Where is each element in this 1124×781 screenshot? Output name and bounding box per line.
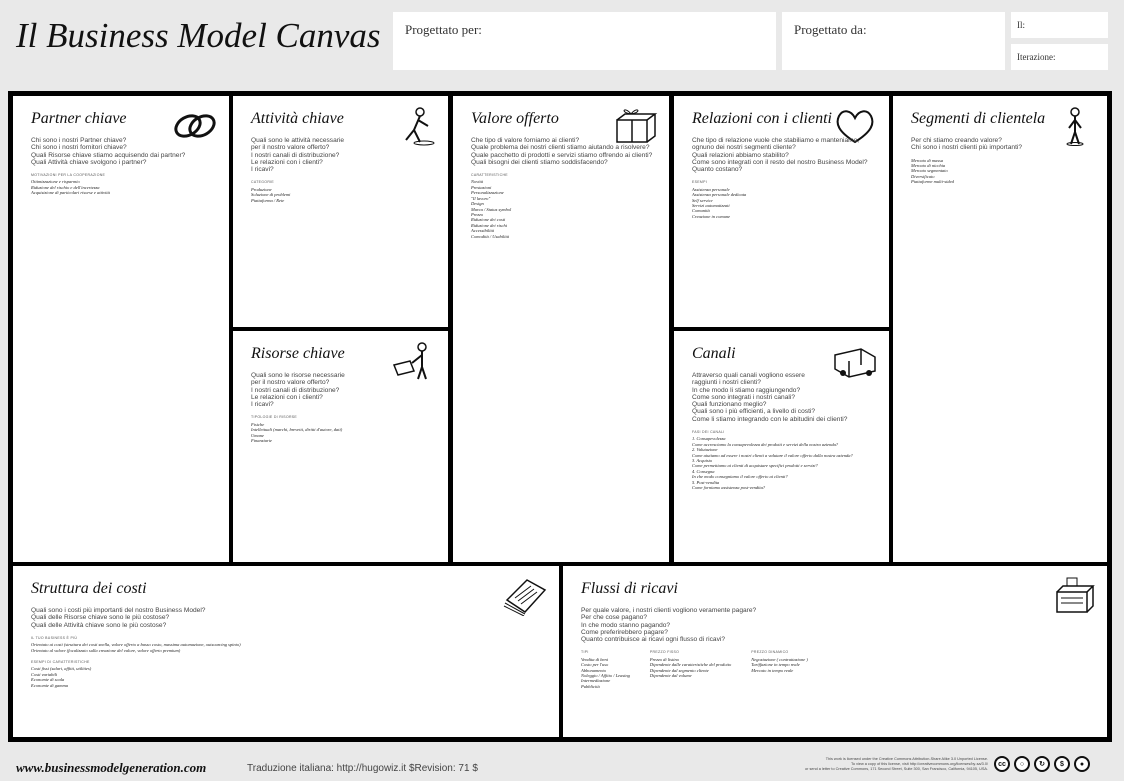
question: Quali sono i costi più importanti del nostro Business Model? — [31, 607, 206, 614]
subheading: CATEGORIE — [251, 180, 275, 185]
person-working-icon — [390, 106, 438, 146]
question: I nostri canali di distribuzione? — [251, 151, 340, 159]
list-item: Produzione — [251, 186, 272, 192]
list-item: Come forniamo assistenza post-vendita? — [692, 485, 766, 491]
delivery-truck-icon — [831, 341, 879, 381]
list-item: Servizi automatizzati — [692, 203, 730, 208]
subheading: PREZZO DINAMICO — [751, 650, 789, 655]
list-item: Acquisizione di particolari risorse e attività — [31, 190, 110, 196]
block-title: Flussi di ricavi — [581, 580, 678, 597]
question: In che modo li stiamo raggiungendo? — [692, 386, 801, 394]
designed-for-field[interactable] — [393, 12, 776, 70]
list-item: Riduzione dei rischi — [471, 222, 507, 228]
list-item: Economie di gamma — [31, 682, 68, 688]
list-item: Diversificato — [911, 173, 935, 179]
list-item: Creazione in comune — [692, 213, 731, 219]
list-item: Soluzione di problemi — [251, 192, 291, 198]
list-item: Riduzione del rischio e dell'incertezza — [31, 184, 100, 190]
list-item: In che modo consegniamo il valore offerto ai clienti? — [692, 474, 788, 480]
question: Quale pacchetto di prodotti e servizi stiamo offrendo ai clienti? — [471, 151, 653, 159]
question: Quali funzionano meglio? — [692, 401, 767, 409]
list-item: Costi fissi (salari, affitti, utilities) — [31, 666, 92, 672]
question: Quali sono le risorse necessarie — [251, 372, 345, 379]
question: Le relazioni con i clienti? — [251, 158, 323, 166]
question: Che tipo di valore forniamo ai clienti? — [471, 137, 580, 144]
list-item: Mercato in tempo reale — [751, 667, 794, 673]
chain-link-icon — [171, 106, 219, 146]
question: Come sono integrati i nostri canali? — [692, 393, 795, 401]
subheading: ESEMPI DI CARATTERISTICHE — [31, 660, 90, 664]
non-commercial-icon: $ — [1054, 756, 1070, 772]
designed-by-field[interactable] — [782, 12, 1005, 70]
list-item: Prezzo di listino — [649, 656, 680, 662]
page-title: Il Business Model Canvas — [16, 16, 381, 55]
list-item: Accessibilità — [471, 228, 494, 234]
question: Come preferirebbero pagare? — [581, 628, 668, 636]
iteration-field[interactable] — [1011, 44, 1108, 70]
business-model-canvas — [8, 91, 1112, 742]
block-title: Valore offerto — [471, 110, 559, 127]
question: Quali sono le attività necessarie — [251, 137, 345, 144]
question: raggiunti i nostri clienti? — [692, 379, 761, 387]
question: Quali delle Risorse chiave sono le più costose? — [31, 614, 170, 622]
list-item: Piattaforma / Rete — [251, 197, 285, 203]
question: Attraverso quali canali vogliono essere — [692, 372, 805, 379]
list-item: Noleggio / Affitto / Leasing — [581, 673, 630, 678]
block-value-propositions[interactable] — [453, 96, 669, 562]
designed-by-label: Progettato da: — [794, 22, 867, 37]
list-item: Prestazioni — [471, 184, 492, 190]
question: Chi sono i nostri fornitori chiave? — [31, 144, 127, 152]
question: ognuno dei nostri segmenti cliente? — [692, 144, 796, 152]
list-item: Comodità / Usabilità — [471, 233, 510, 239]
question: Le relazioni con i clienti? — [251, 393, 323, 401]
list-item: Come permettiamo ai clienti di acquistare specifici prodotti e servizi? — [692, 463, 818, 469]
date-field[interactable] — [1011, 12, 1108, 38]
document-stack-icon — [501, 576, 549, 616]
subheading: PREZZO FISSO — [649, 650, 680, 655]
designed-for-label: Progettato per: — [405, 22, 482, 37]
iteration-label: Iterazione: — [1017, 52, 1056, 62]
list-item: Costo per l'uso — [581, 662, 609, 668]
list-item: Assistenza personale dedicata — [692, 192, 747, 198]
list-item: Comunità — [692, 208, 710, 214]
website-link[interactable]: www.businessmodelgeneration.com — [16, 760, 207, 775]
list-item: 2. Valutazione — [692, 447, 718, 453]
license-line: This work is licensed under the Creative Commons Attribution-Share Alike 3.0 Unported License. — [825, 757, 988, 761]
list-item: Mercato di massa — [911, 157, 944, 163]
question: Quale problema dei nostri clienti stiamo aiutando a risolvere? — [471, 144, 650, 152]
question: Quali delle Attività chiave sono le più costose? — [31, 621, 167, 629]
list-item: Finanziarie — [251, 438, 272, 443]
block-key-activities[interactable] — [233, 96, 448, 327]
info-icon: ● — [1074, 756, 1090, 772]
block-customer-relationships[interactable] — [674, 96, 889, 327]
list-item: Intellettuali (marchi, brevetti, diritti d'autore, dati) — [251, 427, 343, 433]
list-item: Abbonamento — [581, 667, 606, 673]
list-item: 5. Post-vendita — [692, 479, 720, 485]
list-item: Economie di scala — [31, 677, 65, 683]
block-title: Attività chiave — [251, 110, 344, 127]
question: Quali Attività chiave svolgono i partner? — [31, 158, 147, 166]
license-line: or send a letter to Creative Commons, 171 Second Street, Suite 300, San Francisco, California, 94105, USA. — [805, 767, 988, 771]
date-label: Il: — [1017, 20, 1025, 30]
subheading: TIPOLOGIE DI RISORSE — [251, 415, 298, 420]
question: per il nostro valore offerto? — [251, 144, 330, 152]
list-item: Costi variabili — [31, 671, 58, 677]
share-alike-icon: ↻ — [1034, 756, 1050, 772]
list-item: Pubblicità — [581, 683, 600, 689]
license-text — [726, 757, 988, 772]
standing-person-icon — [1049, 106, 1097, 146]
question: Quali sono i più efficienti, a livello di costi? — [692, 408, 816, 416]
list-item: Dipendente dal segmento cliente — [649, 667, 709, 673]
question: Quali relazioni abbiamo stabilito? — [692, 151, 789, 159]
list-item: Novità — [471, 179, 483, 185]
question: Come li stiamo integrando con le abitudini dei clienti? — [692, 415, 848, 423]
list-item: Prezzo — [471, 211, 484, 217]
list-item: 1. Consapevolezza — [692, 436, 726, 442]
cash-register-icon — [1049, 576, 1097, 616]
list-item: Tariffazione in tempo reale — [751, 662, 800, 668]
question: Per chi stiamo creando valore? — [911, 137, 1002, 144]
question: I ricavi? — [251, 401, 274, 409]
subheading: MOTIVAZIONI PER LA COOPERAZIONE — [31, 173, 106, 178]
list-item: Ottimizzazione e risparmio — [31, 179, 80, 185]
list-item: Dipendente dalle caratteristiche del prodotto — [649, 662, 732, 668]
list-item: 3. Acquisto — [692, 458, 713, 463]
block-cost-structure[interactable] — [13, 566, 559, 737]
list-item: Intermediazione — [581, 678, 611, 684]
question: Per che cose pagano? — [581, 614, 647, 622]
list-item: Mercato segmentato — [911, 168, 948, 174]
list-item: Vendita di beni — [581, 656, 608, 662]
block-title: Segmenti di clientela — [911, 110, 1046, 127]
list-item: Orientato ai costi (struttura dei costi snella, valore offerto a basso costo, massima automazione, outsourcing spinto) — [31, 642, 241, 648]
block-channels[interactable] — [674, 331, 889, 562]
gift-box-icon — [611, 106, 659, 146]
list-item: Design — [471, 201, 484, 207]
question: I nostri canali di distribuzione? — [251, 386, 340, 394]
block-title: Canali — [692, 345, 736, 362]
list-item: Come accresciamo la consapevolezza dei prodotti e servizi della nostra azienda? — [692, 441, 839, 447]
list-item: Mercato di nicchia — [911, 163, 946, 168]
question: Chi sono i nostri clienti più importanti? — [911, 144, 1023, 152]
question: Per quale valore, i nostri clienti vogliono veramente pagare? — [581, 607, 757, 614]
list-item: Umane — [251, 432, 264, 438]
question: In che modo stanno pagando? — [581, 621, 671, 629]
list-item: Riduzione dei costi — [471, 217, 506, 223]
list-item: Dipendente dal volume — [649, 673, 692, 678]
list-item: "Il lavoro" — [471, 195, 491, 201]
block-key-resources[interactable] — [233, 331, 448, 562]
list-item: Personalizzazione — [471, 190, 504, 196]
question: I ricavi? — [251, 166, 274, 174]
list-item: Orientato al valore (focalizzato sulla creazione del valore, valore offerto premium) — [31, 647, 181, 653]
subheading: ESEMPI — [692, 180, 708, 185]
list-item: 4. Consegna — [692, 468, 715, 474]
subheading: IL TUO BUSINESS È PIÙ — [31, 635, 78, 640]
creative-commons-icons — [994, 756, 1090, 772]
block-title: Struttura dei costi — [31, 580, 147, 597]
list-item: Fisiche — [251, 421, 265, 427]
subheading: TIPI — [581, 650, 589, 655]
list-item: Assistenza personale — [692, 186, 730, 192]
list-item: Self service — [692, 197, 713, 203]
question: Quali Risorse chiave stiamo acquisendo dai partner? — [31, 151, 186, 159]
list-item: Negoziazione ( contrattazione ) — [751, 656, 808, 662]
question: Quanto costano? — [692, 166, 743, 174]
question: per il nostro valore offerto? — [251, 379, 330, 387]
question: Quali bisogni dei clienti stiamo soddisfacendo? — [471, 158, 608, 166]
block-title: Relazioni con i clienti — [692, 110, 832, 127]
block-title: Partner chiave — [31, 110, 127, 127]
attribution-icon: ○ — [1014, 756, 1030, 772]
cc-icon: cc — [994, 756, 1010, 772]
question: Che tipo di relazione vuole che stabiliamo e manteniamo, — [692, 137, 860, 144]
list-item: Come aiutiamo ad essere i nostri clienti a valutare il valore offerto dalla nostra azienda? — [692, 452, 853, 458]
question: Come sono integrati con il resto del nostro Business Model? — [692, 158, 868, 166]
block-revenue-streams[interactable] — [563, 566, 1107, 737]
worker-with-cart-icon — [390, 341, 438, 381]
translation-note: Traduzione italiana: http://hugowiz.it $Revision: 71 $ — [247, 763, 478, 774]
question: Quanto contribuisce ai ricavi ogni flusso di ricavi? — [581, 636, 726, 644]
subheading: FASI DEI CANALI — [692, 430, 725, 435]
block-title: Risorse chiave — [251, 345, 345, 362]
question: Chi sono i nostri Partner chiave? — [31, 137, 127, 144]
block-customer-segments[interactable] — [893, 96, 1107, 562]
subheading: CARATTERISTICHE — [471, 173, 508, 178]
list-item: Piattaforme multi-sided — [911, 179, 954, 185]
block-key-partners[interactable] — [13, 96, 229, 562]
list-item: Marca / Status symbol — [471, 206, 512, 212]
license-line: To view a copy of this license, visit http://creativecommons.org/licenses/by-sa/3.0/ — [851, 762, 988, 766]
